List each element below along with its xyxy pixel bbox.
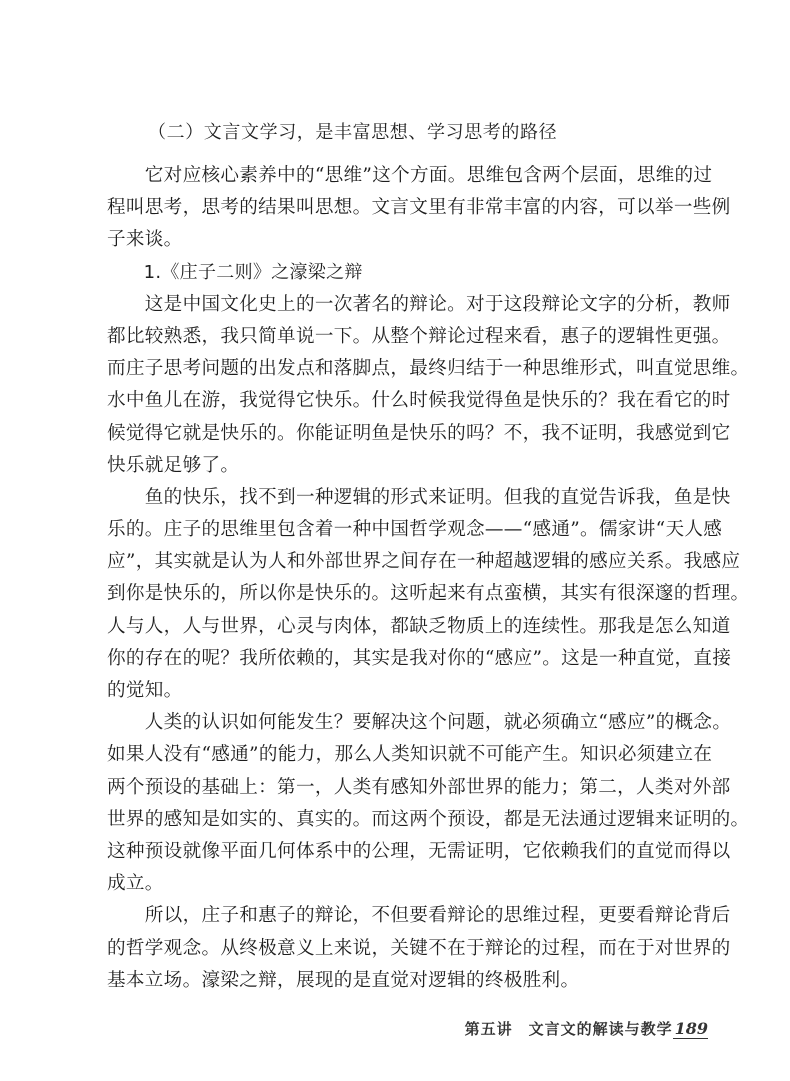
text-line: 如果人没有“感通”的能力，那么人类知识就不可能产生。知识必须建立在 — [107, 744, 713, 766]
text-line: 你的存在的呢？我所依赖的，其实是我对你的“感应”。这是一种直觉，直接 — [107, 647, 732, 669]
chapter-label: 第五讲 文言文的解读与教学 — [464, 1020, 673, 1038]
text-line: 基本立场。濠梁之辩，展现的是直觉对逻辑的终极胜利。 — [107, 969, 580, 991]
text-line: 的哲学观念。从终极意义上来说，关键不在于辩论的过程，而在于对世界的 — [107, 937, 731, 959]
text-line: 这种预设就像平面几何体系中的公理，无需证明，它依赖我们的直觉而得以 — [107, 840, 731, 862]
text-line: 而庄子思考问题的出发点和落脚点，最终归结于一种思维形式，叫直觉思维。 — [107, 358, 750, 380]
text-line: 到你是快乐的，所以你是快乐的。这听起来有点蛮横，其实有很深邃的哲理。 — [107, 583, 750, 605]
text-line: 这是中国文化史上的一次著名的辩论。对于这段辩论文字的分析，教师 — [107, 293, 731, 315]
text-line: 人与人，人与世界，心灵与肉体，都缺乏物质上的连续性。那我是怎么知道 — [107, 615, 731, 637]
text-line: 所以，庄子和惠子的辩论，不但要看辩论的思维过程，更要看辩论背后 — [107, 905, 731, 927]
text-line: 候觉得它就是快乐的。你能证明鱼是快乐的吗？不，我不证明，我感觉到它 — [107, 422, 731, 444]
body-text — [107, 160, 750, 997]
text-line: 两个预设的基础上：第一，人类有感知外部世界的能力；第二，人类对外部 — [107, 776, 731, 798]
text-line: 程叫思考，思考的结果叫思想。文言文里有非常丰富的内容，可以举一些例 — [107, 197, 731, 219]
text-line: 子来谈。 — [107, 229, 183, 251]
text-line: 的觉知。 — [107, 680, 183, 701]
section-heading: （二）文言文学习，是丰富思想、学习思考的路径 — [148, 122, 558, 143]
text-line: 它对应核心素养中的“思维”这个方面。思维包含两个层面，思维的过 — [107, 165, 713, 186]
text-line: 应”，其实就是认为人和外部世界之间存在一种超越逻辑的感应关系。我感应 — [107, 551, 741, 573]
text-line: 鱼的快乐，找不到一种逻辑的形式来证明。但我的直觉告诉我，鱼是快 — [107, 486, 731, 508]
text-line: 人类的认识如何能发生？要解决这个问题，就必须确立“感应”的概念。 — [107, 712, 732, 734]
subsection-heading: 1.《庄子二则》之濠梁之辩 — [107, 261, 363, 283]
text-line: 快乐就足够了。 — [107, 454, 240, 476]
text-line: 成立。 — [107, 873, 164, 895]
text-line: 世界的感知是如实的、真实的。而这两个预设，都是无法通过逻辑来证明的。 — [107, 808, 750, 830]
text-line: 都比较熟悉，我只简单说一下。从整个辩论过程来看，惠子的逻辑性更强。 — [107, 325, 731, 347]
page-footer — [465, 1018, 708, 1039]
text-line: 水中鱼儿在游，我觉得它快乐。什么时候我觉得鱼是快乐的？我在看它的时 — [107, 390, 731, 412]
page-number: 189 — [674, 1019, 708, 1038]
text-line: 乐的。庄子的思维里包含着一种中国哲学观念——“感通”。儒家讲“天人感 — [107, 519, 723, 541]
